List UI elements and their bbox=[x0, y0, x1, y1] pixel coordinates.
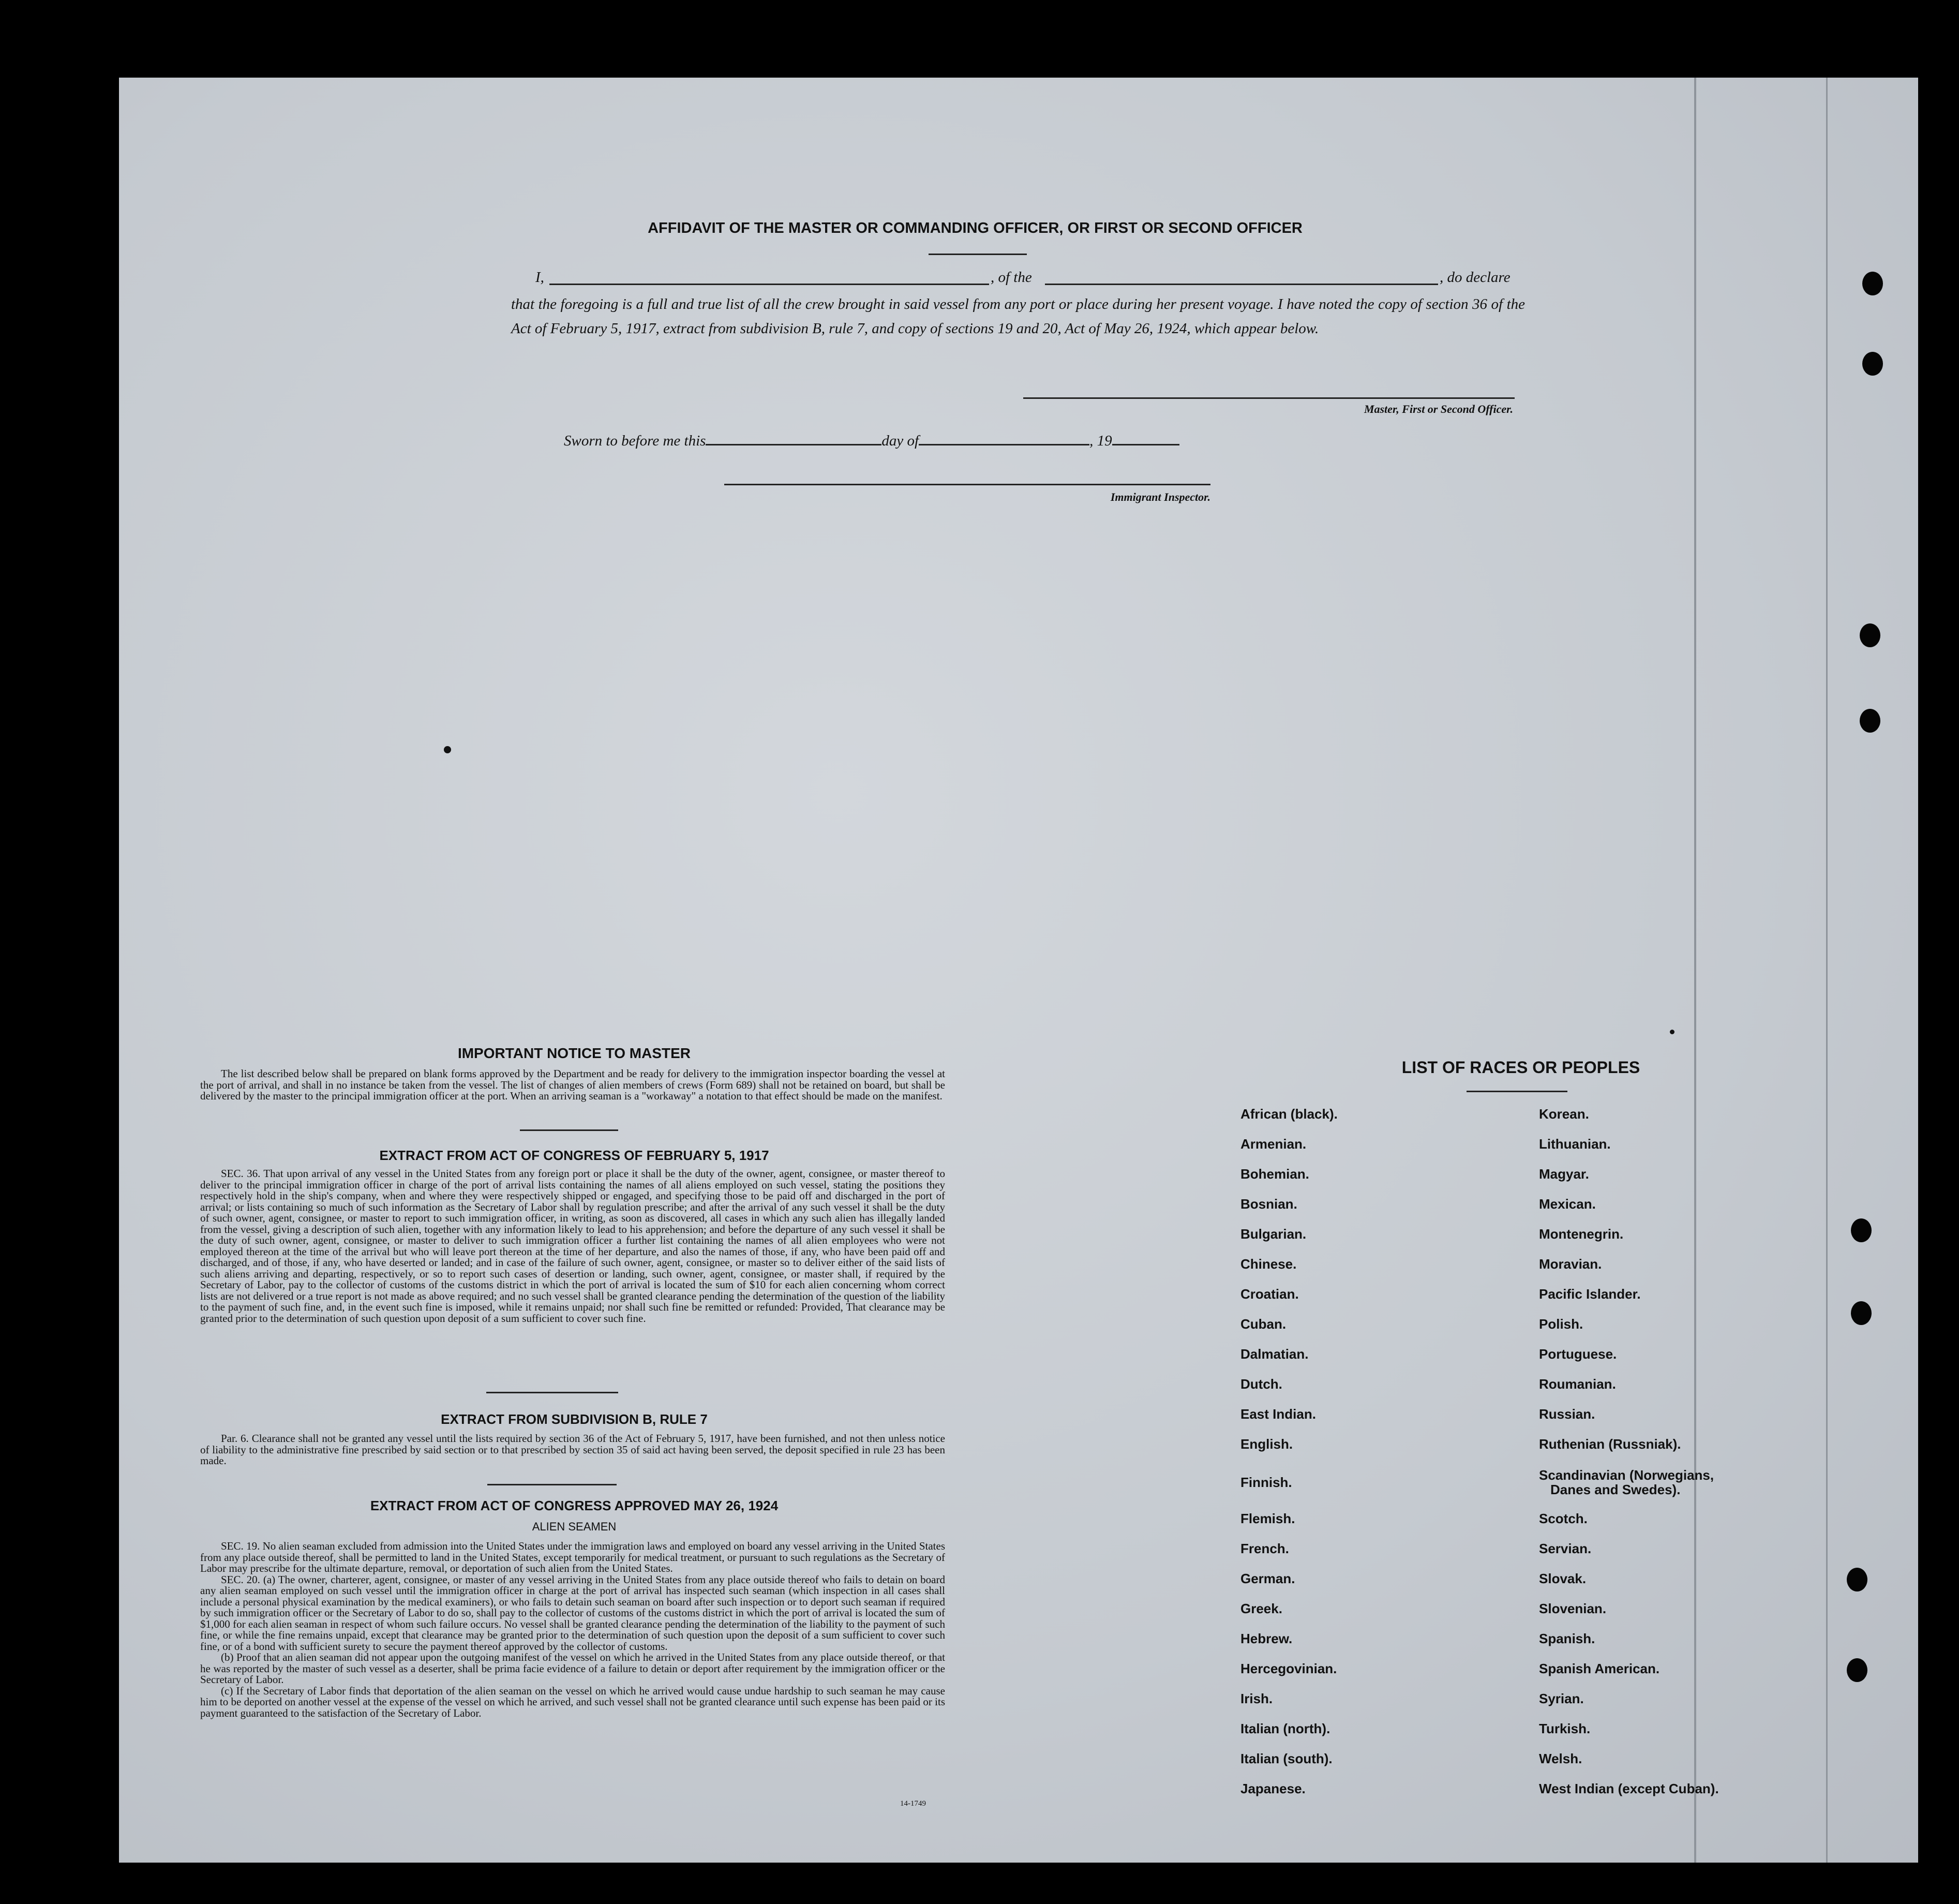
race-item: Korean. bbox=[1539, 1106, 1589, 1122]
race-item: Spanish. bbox=[1539, 1631, 1595, 1646]
race-item: Portuguese. bbox=[1539, 1346, 1617, 1362]
sec20a-text: SEC. 20. (a) The owner, charterer, agent, consignee, or master of any vessel arriving in the United States from any place outside thereof who fails to detain on board any alien seaman employed on such vessel until the immigration officer in charge at the port of arrival has inspected such seaman (which inspection in all cases shall include a personal physical examination by the medical examiners), or who fails to detain such seaman on board after such inspection or to deport such seaman if required by such immigration officer or the Secretary of Labor to do so, shall pay to the collector of customs of the customs district in which the port of arrival is located the sum of $1,000 for each alien seaman in respect of whom such failure occurs. No vessel shall be granted clearance pending the determination of the liability to the payment of such fine, or while the fine remains unpaid, except that clearance may be granted prior to the determination of such question upon the deposit of a sum sufficient to cover such fine, or of a bond with sufficient surety to secure the payment thereof approved by the collector of customs. bbox=[200, 1573, 945, 1653]
race-item: Slovak. bbox=[1539, 1571, 1587, 1586]
punch-hole bbox=[1851, 1218, 1872, 1242]
races-title: LIST OF RACES OR PEOPLES bbox=[1401, 1058, 1640, 1077]
race-item: Irish. bbox=[1240, 1691, 1273, 1706]
race-item: Roumanian. bbox=[1539, 1376, 1616, 1392]
race-item: Flemish. bbox=[1240, 1511, 1295, 1526]
fold-line bbox=[1826, 78, 1828, 1863]
race-item: Montenegrin. bbox=[1539, 1226, 1624, 1242]
sec19-text: SEC. 19. No alien seaman excluded from admission into the United States under the immigration laws and employed on board any vessel arriving in the United States from any place outside thereof, shall be permitted to land in the United States, except temporarily for medical treatment, or pursuant to such regulations as the Secretary of Labor may prescribe for the ultimate departure, removal, or deportation of such alien from the United States. bbox=[200, 1540, 945, 1574]
races-left-column bbox=[1240, 1106, 1458, 1799]
race-item: Russian. bbox=[1539, 1406, 1595, 1422]
sworn-prefix: Sworn to before me this bbox=[564, 433, 706, 449]
extract-1917-title: EXTRACT FROM ACT OF CONGRESS OF FEBRUARY 5, 1917 bbox=[379, 1148, 769, 1163]
sec20c-text: (c) If the Secretary of Labor finds that deportation of the alien seaman on the vessel on which he arrived would cause undue hardship to such seaman he may cause him to be deported on another vessel at the expense of the vessel on which he arrived, and such vessel shall not be granted clearance until such expense has been paid or its payment guaranteed to the satisfaction of the Secretary of Labor. bbox=[200, 1684, 945, 1719]
race-item: Danes and Swedes). bbox=[1550, 1482, 1681, 1497]
race-item: Scandinavian (Norwegians, bbox=[1539, 1467, 1714, 1483]
notice-body: The list described below shall be prepared on blank forms approved by the Department and be ready for delivery to the immigration inspector boarding the vessel at the port of arrival, and shall in no instance be taken from the vessel. The list of changes of alien members of crews (Form 689) shall not be retained on board, but shall be delivered by the master to the principal immigration officer at the port. When an arriving seaman is a "workaway" a notation to that effect should be made on the manifest. bbox=[200, 1067, 945, 1102]
day-blank bbox=[706, 430, 881, 445]
rule7-body: Par. 6. Clearance shall not be granted any vessel until the lists required by section 36 of the Act of February 5, 1917, have been furnished, and not then unless notice of liability to the administrative fine prescribed by said section or to that prescribed by section 35 of said act having been served, the deposit specified in rule 23 has been made. bbox=[200, 1432, 945, 1467]
sworn-year-label: , 19 bbox=[1089, 433, 1112, 449]
race-item: Welsh. bbox=[1539, 1751, 1582, 1766]
race-item: Polish. bbox=[1539, 1316, 1583, 1332]
inspector-signature-line bbox=[724, 484, 1210, 485]
race-item: Italian (south). bbox=[1240, 1751, 1333, 1766]
race-item: Turkish. bbox=[1539, 1721, 1591, 1736]
punch-hole bbox=[1851, 1301, 1872, 1325]
race-item: German. bbox=[1240, 1571, 1295, 1586]
race-item: Finnish. bbox=[1240, 1475, 1292, 1490]
extract-1924-title: EXTRACT FROM ACT OF CONGRESS APPROVED MAY 26, 1924 bbox=[370, 1498, 779, 1513]
master-label: Master, First or Second Officer. bbox=[1364, 403, 1513, 415]
inspector-label: Immigrant Inspector. bbox=[1110, 490, 1210, 503]
vessel-blank bbox=[1045, 284, 1438, 285]
race-item: Greek. bbox=[1240, 1601, 1282, 1616]
race-item: Spanish American. bbox=[1539, 1661, 1660, 1676]
race-item: Hercegovinian. bbox=[1240, 1661, 1337, 1676]
punch-hole bbox=[1847, 1568, 1867, 1591]
sworn-line bbox=[564, 430, 1179, 450]
divider bbox=[1467, 1091, 1567, 1092]
extract-1917-body: SEC. 36. That upon arrival of any vessel in the United States from any foreign port or place it shall be the duty of the owner, agent, consignee, or master thereof to deliver to the principal immigration officer in charge of the port of arrival lists containing the names of all aliens employed on such vessel, stating the positions they respectively hold in the ship's company, when and where they were respectively shipped or engaged, and specifying those to be paid off and discharged in the port of arrival; or lists containing so much of such information as the Secretary of Labor shall by regulation prescribe; and after the arrival of any such vessel it shall be the duty of such owner, agent, consignee, or master to report to such immigration officer, in writing, as soon as discovered, all cases in which any such alien has illegally landed from the vessel, giving a description of such alien, together with any information likely to lead to his apprehension; and before the departure of any such vessel it shall be the duty of such owner, agent, consignee, or master to deliver to such immigration officer a further list containing the names of all alien employees who were not employed thereon at the time of the arrival but who will leave port thereon at the time of her departure, and also the names of those, if any, who have been paid off and discharged, and of those, if any, who have deserted or landed; and in case of the failure of such owner, agent, consignee, or master so to deliver either of the said lists of such aliens arriving and departing, respectively, or so to report such cases of desertion or landing, such owner, agent, consignee, or master shall, if required by the Secretary of Labor, pay to the collector of customs of the customs district in which the port of arrival is located the sum of $10 for each alien concerning whom correct lists are not delivered or a true report is not made as above required; and no such vessel shall be granted clearance pending the determination of the question of the liability to the payment of such fine, and, in the event such fine is imposed, while it remains unpaid; nor shall such fine be remitted or refunded: Provided, That clearance may be granted prior to the determination of such question upon deposit of a sum sufficient to cover such fine. bbox=[200, 1167, 945, 1325]
month-blank bbox=[919, 430, 1089, 445]
race-item: Hebrew. bbox=[1240, 1631, 1293, 1646]
race-item: Bosnian. bbox=[1240, 1196, 1297, 1212]
form-number: 14-1749 bbox=[900, 1799, 926, 1808]
punch-hole bbox=[1860, 709, 1880, 733]
race-item: French. bbox=[1240, 1541, 1289, 1556]
race-item: Bohemian. bbox=[1240, 1166, 1309, 1182]
sec20b-text: (b) Proof that an alien seaman did not appear upon the outgoing manifest of the vessel on which he arrived in the United States from any place outside thereof, or that he was reported by the master of such vessel as a deserter, shall be prima facie evidence of a failure to detain or deport after requirement by the immigration officer or the Secretary of Labor. bbox=[200, 1651, 945, 1686]
year-blank bbox=[1112, 430, 1179, 445]
affidavit-body: that the foregoing is a full and true list of all the crew brought in said vessel from any port or place during her present voyage. I have noted the copy of section 36 of the Act of February 5, 1917, extract from subdivision B, rule 7, and copy of sections 19 and 20, Act of May 26, 1924, which appear below. bbox=[511, 296, 1525, 337]
race-item: Magyar. bbox=[1539, 1166, 1589, 1182]
race-item: Bulgarian. bbox=[1240, 1226, 1307, 1242]
declare-label: , do declare bbox=[1440, 269, 1511, 286]
i-label: I, bbox=[535, 269, 544, 286]
name-blank bbox=[549, 284, 989, 285]
race-item: Moravian. bbox=[1539, 1256, 1602, 1272]
race-item: Armenian. bbox=[1240, 1136, 1307, 1152]
race-item: Cuban. bbox=[1240, 1316, 1287, 1332]
race-item: Syrian. bbox=[1539, 1691, 1584, 1706]
race-item: Pacific Islander. bbox=[1539, 1286, 1641, 1302]
race-item: Scotch. bbox=[1539, 1511, 1588, 1526]
race-item: Chinese. bbox=[1240, 1256, 1297, 1272]
race-item: West Indian (except Cuban). bbox=[1539, 1781, 1719, 1796]
race-item: East Indian. bbox=[1240, 1406, 1316, 1422]
race-item: Croatian. bbox=[1240, 1286, 1299, 1302]
race-item: Mexican. bbox=[1539, 1196, 1596, 1212]
race-item: Italian (north). bbox=[1240, 1721, 1330, 1736]
race-item: Ruthenian (Russniak). bbox=[1539, 1436, 1681, 1452]
race-item: Dutch. bbox=[1240, 1376, 1282, 1392]
rule7-title: EXTRACT FROM SUBDIVISION B, RULE 7 bbox=[441, 1411, 708, 1427]
divider bbox=[929, 254, 1027, 255]
race-item: Slovenian. bbox=[1539, 1601, 1607, 1616]
divider bbox=[486, 1392, 618, 1393]
punch-hole bbox=[1860, 623, 1880, 647]
race-item: Japanese. bbox=[1240, 1781, 1306, 1796]
sworn-day-label: day of bbox=[881, 433, 919, 449]
race-item: English. bbox=[1240, 1436, 1293, 1452]
punch-hole bbox=[1847, 1658, 1867, 1682]
race-item: African (black). bbox=[1240, 1106, 1338, 1122]
race-item: Servian. bbox=[1539, 1541, 1592, 1556]
master-signature-line bbox=[1023, 397, 1515, 399]
punch-hole bbox=[1862, 272, 1883, 295]
races-right-column bbox=[1539, 1106, 1782, 1799]
extract-1924-sections bbox=[200, 1541, 945, 1719]
ink-spot bbox=[444, 746, 451, 753]
ink-spot bbox=[1670, 1030, 1674, 1034]
of-the-label: , of the bbox=[991, 269, 1032, 286]
punch-hole bbox=[1862, 352, 1883, 376]
divider bbox=[487, 1484, 617, 1485]
race-item: Lithuanian. bbox=[1539, 1136, 1611, 1152]
extract-1924-subtitle: ALIEN SEAMEN bbox=[532, 1520, 617, 1533]
race-item: Dalmatian. bbox=[1240, 1346, 1309, 1362]
notice-title: IMPORTANT NOTICE TO MASTER bbox=[457, 1045, 691, 1061]
affidavit-title: AFFIDAVIT OF THE MASTER OR COMMANDING OFFICER, OR FIRST OR SECOND OFFICER bbox=[648, 220, 1303, 236]
divider bbox=[520, 1129, 618, 1131]
